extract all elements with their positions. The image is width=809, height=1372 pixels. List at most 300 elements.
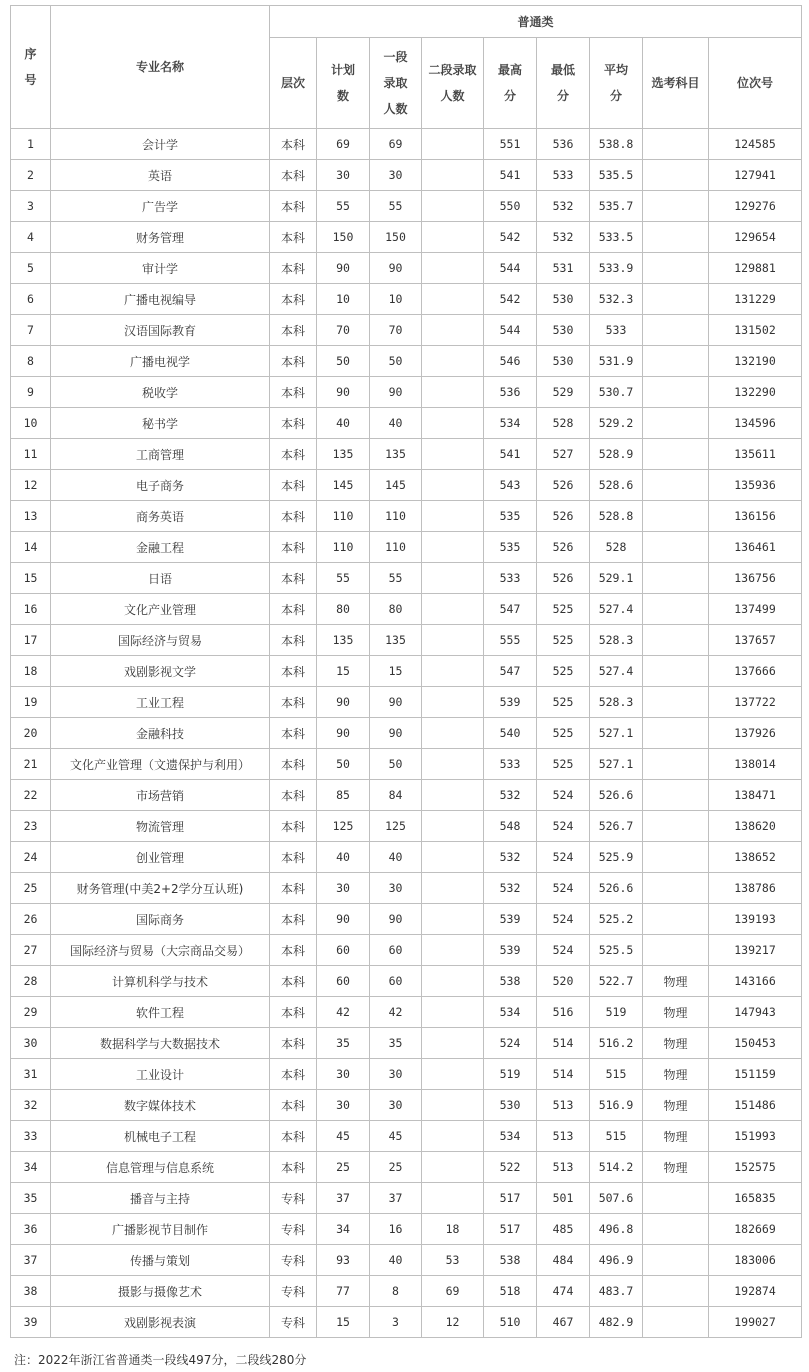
- subject-cell: [643, 780, 709, 811]
- second-cell: [422, 1183, 484, 1214]
- max-cell: 539: [484, 904, 537, 935]
- first-cell: 30: [370, 160, 422, 191]
- rank-cell: 139217: [709, 935, 802, 966]
- min-cell: 513: [537, 1090, 590, 1121]
- seq-cell: 9: [11, 377, 51, 408]
- min-cell: 524: [537, 873, 590, 904]
- major-cell: 电子商务: [51, 470, 270, 501]
- plan-cell: 30: [317, 1059, 370, 1090]
- major-cell: 数据科学与大数据技术: [51, 1028, 270, 1059]
- min-cell: 513: [537, 1152, 590, 1183]
- plan-cell: 90: [317, 377, 370, 408]
- seq-cell: 7: [11, 315, 51, 346]
- min-cell: 528: [537, 408, 590, 439]
- table-row: [11, 470, 802, 501]
- subject-cell: [643, 873, 709, 904]
- level-cell: 本科: [270, 470, 317, 501]
- rank-cell: 139193: [709, 904, 802, 935]
- major-cell: 摄影与摄像艺术: [51, 1276, 270, 1307]
- first-cell: 110: [370, 532, 422, 563]
- second-cell: 18: [422, 1214, 484, 1245]
- subject-cell: 物理: [643, 1059, 709, 1090]
- level-cell: 本科: [270, 160, 317, 191]
- subject-cell: 物理: [643, 1090, 709, 1121]
- seq-cell: 15: [11, 563, 51, 594]
- level-cell: 本科: [270, 222, 317, 253]
- rank-cell: 152575: [709, 1152, 802, 1183]
- table-row: [11, 160, 802, 191]
- second-cell: [422, 160, 484, 191]
- plan-cell: 125: [317, 811, 370, 842]
- avg-cell: 528.9: [590, 439, 643, 470]
- first-cell: 125: [370, 811, 422, 842]
- second-cell: [422, 718, 484, 749]
- rank-cell: 137657: [709, 625, 802, 656]
- seq-cell: 1: [11, 129, 51, 160]
- major-cell: 商务英语: [51, 501, 270, 532]
- plan-cell: 55: [317, 563, 370, 594]
- plan-cell: 45: [317, 1121, 370, 1152]
- level-cell: 本科: [270, 842, 317, 873]
- seq-cell: 6: [11, 284, 51, 315]
- plan-cell: 34: [317, 1214, 370, 1245]
- level-cell: 本科: [270, 129, 317, 160]
- rank-cell: 151486: [709, 1090, 802, 1121]
- max-cell: 541: [484, 160, 537, 191]
- rank-cell: 135936: [709, 470, 802, 501]
- seq-cell: 31: [11, 1059, 51, 1090]
- second-cell: [422, 1028, 484, 1059]
- table-row: [11, 377, 802, 408]
- major-cell: 信息管理与信息系统: [51, 1152, 270, 1183]
- subject-cell: 物理: [643, 997, 709, 1028]
- first-cell: 8: [370, 1276, 422, 1307]
- second-cell: [422, 966, 484, 997]
- first-cell: 150: [370, 222, 422, 253]
- subject-cell: [643, 439, 709, 470]
- level-cell: 本科: [270, 656, 317, 687]
- avg-cell: 507.6: [590, 1183, 643, 1214]
- table-row: [11, 222, 802, 253]
- second-cell: [422, 191, 484, 222]
- table-row: [11, 656, 802, 687]
- avg-cell: 528.3: [590, 625, 643, 656]
- header-second: 二段录取人数: [422, 38, 484, 129]
- second-cell: [422, 563, 484, 594]
- max-cell: 519: [484, 1059, 537, 1090]
- level-cell: 本科: [270, 284, 317, 315]
- table-row: [11, 718, 802, 749]
- max-cell: 533: [484, 563, 537, 594]
- avg-cell: 528: [590, 532, 643, 563]
- level-cell: 本科: [270, 315, 317, 346]
- first-cell: 60: [370, 966, 422, 997]
- rank-cell: 151159: [709, 1059, 802, 1090]
- avg-cell: 528.3: [590, 687, 643, 718]
- major-cell: 广播影视节目制作: [51, 1214, 270, 1245]
- seq-cell: 20: [11, 718, 51, 749]
- first-cell: 50: [370, 749, 422, 780]
- min-cell: 485: [537, 1214, 590, 1245]
- table-row: [11, 749, 802, 780]
- major-cell: 工商管理: [51, 439, 270, 470]
- min-cell: 527: [537, 439, 590, 470]
- level-cell: 本科: [270, 253, 317, 284]
- max-cell: 534: [484, 997, 537, 1028]
- seq-cell: 14: [11, 532, 51, 563]
- rank-cell: 182669: [709, 1214, 802, 1245]
- max-cell: 539: [484, 935, 537, 966]
- table-row: [11, 1059, 802, 1090]
- seq-cell: 39: [11, 1307, 51, 1338]
- avg-cell: 538.8: [590, 129, 643, 160]
- rank-cell: 136461: [709, 532, 802, 563]
- first-cell: 90: [370, 718, 422, 749]
- major-cell: 金融科技: [51, 718, 270, 749]
- level-cell: 本科: [270, 811, 317, 842]
- subject-cell: [643, 253, 709, 284]
- seq-cell: 18: [11, 656, 51, 687]
- admission-table: [10, 5, 802, 1338]
- max-cell: 535: [484, 501, 537, 532]
- plan-cell: 40: [317, 842, 370, 873]
- plan-cell: 135: [317, 625, 370, 656]
- max-cell: 543: [484, 470, 537, 501]
- second-cell: [422, 873, 484, 904]
- avg-cell: 533.9: [590, 253, 643, 284]
- header-major: 专业名称: [51, 6, 270, 129]
- subject-cell: [643, 718, 709, 749]
- first-cell: 84: [370, 780, 422, 811]
- second-cell: 12: [422, 1307, 484, 1338]
- level-cell: 本科: [270, 687, 317, 718]
- level-cell: 本科: [270, 408, 317, 439]
- first-cell: 45: [370, 1121, 422, 1152]
- avg-cell: 514.2: [590, 1152, 643, 1183]
- plan-cell: 30: [317, 873, 370, 904]
- table-row: [11, 780, 802, 811]
- avg-cell: 532.3: [590, 284, 643, 315]
- max-cell: 555: [484, 625, 537, 656]
- footnote: 注：2022年浙江省普通类一段线497分，二段线280分: [14, 1353, 307, 1367]
- max-cell: 524: [484, 1028, 537, 1059]
- first-cell: 90: [370, 253, 422, 284]
- major-cell: 工业设计: [51, 1059, 270, 1090]
- header-subject: 选考科目: [643, 38, 709, 129]
- major-cell: 广播电视编导: [51, 284, 270, 315]
- rank-cell: 138620: [709, 811, 802, 842]
- plan-cell: 60: [317, 966, 370, 997]
- level-cell: 本科: [270, 439, 317, 470]
- min-cell: 533: [537, 160, 590, 191]
- second-cell: [422, 904, 484, 935]
- max-cell: 538: [484, 966, 537, 997]
- first-cell: 30: [370, 873, 422, 904]
- first-cell: 69: [370, 129, 422, 160]
- subject-cell: [643, 160, 709, 191]
- avg-cell: 515: [590, 1121, 643, 1152]
- table-row: [11, 1307, 802, 1338]
- avg-cell: 533.5: [590, 222, 643, 253]
- seq-cell: 38: [11, 1276, 51, 1307]
- rank-cell: 129881: [709, 253, 802, 284]
- seq-cell: 27: [11, 935, 51, 966]
- plan-cell: 35: [317, 1028, 370, 1059]
- first-cell: 135: [370, 439, 422, 470]
- avg-cell: 526.6: [590, 780, 643, 811]
- min-cell: 524: [537, 780, 590, 811]
- header-max: 最高分: [484, 38, 537, 129]
- max-cell: 551: [484, 129, 537, 160]
- table-row: [11, 408, 802, 439]
- table-row: [11, 594, 802, 625]
- major-cell: 计算机科学与技术: [51, 966, 270, 997]
- plan-cell: 135: [317, 439, 370, 470]
- rank-cell: 137722: [709, 687, 802, 718]
- header-first: 一段录取人数: [370, 38, 422, 129]
- table-row: [11, 563, 802, 594]
- seq-cell: 24: [11, 842, 51, 873]
- subject-cell: 物理: [643, 966, 709, 997]
- second-cell: [422, 842, 484, 873]
- rank-cell: 131229: [709, 284, 802, 315]
- min-cell: 525: [537, 718, 590, 749]
- major-cell: 工业工程: [51, 687, 270, 718]
- level-cell: 本科: [270, 625, 317, 656]
- seq-cell: 26: [11, 904, 51, 935]
- first-cell: 30: [370, 1059, 422, 1090]
- avg-cell: 525.2: [590, 904, 643, 935]
- table-row: [11, 532, 802, 563]
- min-cell: 474: [537, 1276, 590, 1307]
- subject-cell: [643, 377, 709, 408]
- rank-cell: 151993: [709, 1121, 802, 1152]
- second-cell: [422, 439, 484, 470]
- min-cell: 530: [537, 284, 590, 315]
- table-row: [11, 1028, 802, 1059]
- second-cell: [422, 470, 484, 501]
- avg-cell: 527.1: [590, 749, 643, 780]
- plan-cell: 37: [317, 1183, 370, 1214]
- second-cell: [422, 253, 484, 284]
- plan-cell: 15: [317, 656, 370, 687]
- second-cell: [422, 222, 484, 253]
- min-cell: 524: [537, 935, 590, 966]
- plan-cell: 60: [317, 935, 370, 966]
- table-row: [11, 842, 802, 873]
- min-cell: 525: [537, 687, 590, 718]
- seq-cell: 8: [11, 346, 51, 377]
- seq-cell: 11: [11, 439, 51, 470]
- min-cell: 524: [537, 842, 590, 873]
- max-cell: 544: [484, 315, 537, 346]
- avg-cell: 519: [590, 997, 643, 1028]
- table-row: [11, 284, 802, 315]
- first-cell: 3: [370, 1307, 422, 1338]
- max-cell: 538: [484, 1245, 537, 1276]
- avg-cell: 527.1: [590, 718, 643, 749]
- header-plan: 计划数: [317, 38, 370, 129]
- avg-cell: 483.7: [590, 1276, 643, 1307]
- subject-cell: [643, 1183, 709, 1214]
- plan-cell: 145: [317, 470, 370, 501]
- subject-cell: [643, 1214, 709, 1245]
- level-cell: 本科: [270, 935, 317, 966]
- level-cell: 本科: [270, 377, 317, 408]
- second-cell: [422, 377, 484, 408]
- min-cell: 524: [537, 811, 590, 842]
- avg-cell: 528.6: [590, 470, 643, 501]
- subject-cell: [643, 563, 709, 594]
- level-cell: 本科: [270, 1059, 317, 1090]
- min-cell: 484: [537, 1245, 590, 1276]
- table-row: [11, 904, 802, 935]
- major-cell: 软件工程: [51, 997, 270, 1028]
- level-cell: 本科: [270, 997, 317, 1028]
- max-cell: 544: [484, 253, 537, 284]
- max-cell: 522: [484, 1152, 537, 1183]
- table-row: [11, 1121, 802, 1152]
- second-cell: [422, 532, 484, 563]
- second-cell: [422, 811, 484, 842]
- avg-cell: 528.8: [590, 501, 643, 532]
- second-cell: [422, 625, 484, 656]
- level-cell: 本科: [270, 1090, 317, 1121]
- max-cell: 550: [484, 191, 537, 222]
- major-cell: 戏剧影视文学: [51, 656, 270, 687]
- rank-cell: 132190: [709, 346, 802, 377]
- second-cell: [422, 408, 484, 439]
- seq-cell: 37: [11, 1245, 51, 1276]
- major-cell: 广告学: [51, 191, 270, 222]
- subject-cell: [643, 811, 709, 842]
- plan-cell: 55: [317, 191, 370, 222]
- max-cell: 532: [484, 873, 537, 904]
- rank-cell: 138471: [709, 780, 802, 811]
- min-cell: 525: [537, 625, 590, 656]
- level-cell: 本科: [270, 1121, 317, 1152]
- level-cell: 本科: [270, 346, 317, 377]
- rank-cell: 127941: [709, 160, 802, 191]
- avg-cell: 535.7: [590, 191, 643, 222]
- rank-cell: 143166: [709, 966, 802, 997]
- subject-cell: 物理: [643, 1152, 709, 1183]
- first-cell: 35: [370, 1028, 422, 1059]
- table-row: [11, 1090, 802, 1121]
- major-cell: 创业管理: [51, 842, 270, 873]
- min-cell: 525: [537, 594, 590, 625]
- avg-cell: 496.8: [590, 1214, 643, 1245]
- max-cell: 541: [484, 439, 537, 470]
- second-cell: [422, 749, 484, 780]
- second-cell: [422, 594, 484, 625]
- major-cell: 机械电子工程: [51, 1121, 270, 1152]
- min-cell: 526: [537, 532, 590, 563]
- subject-cell: [643, 408, 709, 439]
- first-cell: 37: [370, 1183, 422, 1214]
- first-cell: 10: [370, 284, 422, 315]
- avg-cell: 535.5: [590, 160, 643, 191]
- major-cell: 审计学: [51, 253, 270, 284]
- major-cell: 数字媒体技术: [51, 1090, 270, 1121]
- level-cell: 本科: [270, 191, 317, 222]
- seq-cell: 35: [11, 1183, 51, 1214]
- header-group: 普通类: [270, 6, 802, 38]
- table-row: [11, 501, 802, 532]
- first-cell: 110: [370, 501, 422, 532]
- second-cell: [422, 284, 484, 315]
- header-rank: 位次号: [709, 38, 802, 129]
- second-cell: [422, 315, 484, 346]
- min-cell: 514: [537, 1028, 590, 1059]
- second-cell: [422, 501, 484, 532]
- plan-cell: 10: [317, 284, 370, 315]
- min-cell: 513: [537, 1121, 590, 1152]
- max-cell: 535: [484, 532, 537, 563]
- first-cell: 40: [370, 1245, 422, 1276]
- second-cell: [422, 346, 484, 377]
- first-cell: 40: [370, 842, 422, 873]
- table-row: [11, 253, 802, 284]
- max-cell: 548: [484, 811, 537, 842]
- first-cell: 40: [370, 408, 422, 439]
- max-cell: 532: [484, 780, 537, 811]
- second-cell: [422, 935, 484, 966]
- avg-cell: 482.9: [590, 1307, 643, 1338]
- table-row: [11, 315, 802, 346]
- major-cell: 会计学: [51, 129, 270, 160]
- rank-cell: 135611: [709, 439, 802, 470]
- second-cell: [422, 687, 484, 718]
- rank-cell: 124585: [709, 129, 802, 160]
- level-cell: 本科: [270, 966, 317, 997]
- plan-cell: 80: [317, 594, 370, 625]
- subject-cell: [643, 749, 709, 780]
- avg-cell: 515: [590, 1059, 643, 1090]
- level-cell: 专科: [270, 1245, 317, 1276]
- table-row: [11, 687, 802, 718]
- header-seq: 序号: [11, 6, 51, 129]
- table-row: [11, 935, 802, 966]
- table-row: [11, 997, 802, 1028]
- first-cell: 25: [370, 1152, 422, 1183]
- max-cell: 530: [484, 1090, 537, 1121]
- avg-cell: 526.7: [590, 811, 643, 842]
- level-cell: 本科: [270, 749, 317, 780]
- min-cell: 525: [537, 656, 590, 687]
- first-cell: 135: [370, 625, 422, 656]
- max-cell: 546: [484, 346, 537, 377]
- plan-cell: 110: [317, 532, 370, 563]
- max-cell: 510: [484, 1307, 537, 1338]
- plan-cell: 30: [317, 1090, 370, 1121]
- major-cell: 汉语国际教育: [51, 315, 270, 346]
- second-cell: [422, 1152, 484, 1183]
- second-cell: [422, 780, 484, 811]
- rank-cell: 199027: [709, 1307, 802, 1338]
- level-cell: 本科: [270, 1152, 317, 1183]
- major-cell: 秘书学: [51, 408, 270, 439]
- max-cell: 547: [484, 656, 537, 687]
- plan-cell: 30: [317, 160, 370, 191]
- seq-cell: 5: [11, 253, 51, 284]
- avg-cell: 516.2: [590, 1028, 643, 1059]
- plan-cell: 42: [317, 997, 370, 1028]
- major-cell: 国际经济与贸易（大宗商品交易）: [51, 935, 270, 966]
- seq-cell: 32: [11, 1090, 51, 1121]
- plan-cell: 69: [317, 129, 370, 160]
- table-body: [11, 129, 802, 1338]
